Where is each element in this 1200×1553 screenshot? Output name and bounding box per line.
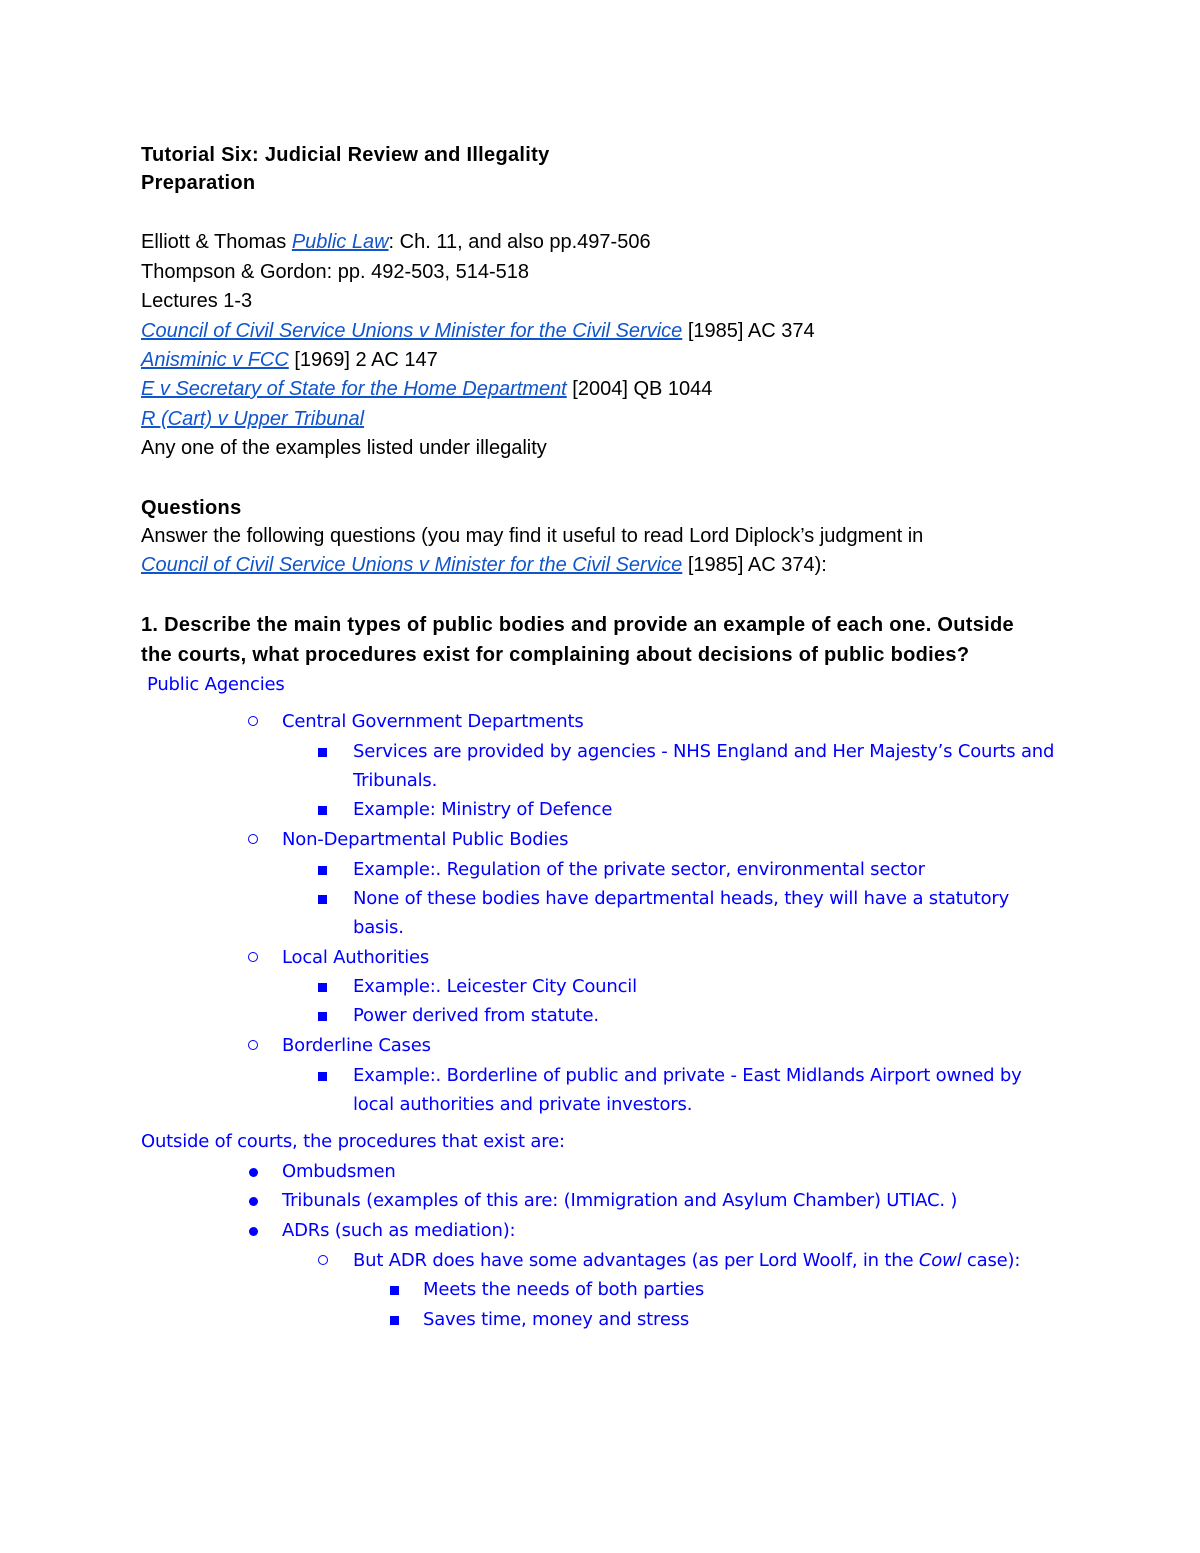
hollow-circle-bullet-icon <box>248 952 258 962</box>
hollow-circle-bullet-icon <box>318 1255 328 1265</box>
square-bullet-icon <box>318 895 327 904</box>
reading-e-v-ssh <box>141 375 712 403</box>
square-bullet-icon <box>318 1012 327 1021</box>
adr-advantages-text: But ADR does have some advantages (as per Lord Woolf, in the <box>353 1250 919 1271</box>
questions-intro-line2 <box>141 551 827 579</box>
citation: [1985] AC 374): <box>682 554 827 576</box>
answer-ndpb-b1: Example:. Regulation of the private sector, environmental sector <box>353 859 925 880</box>
square-bullet-icon <box>318 983 327 992</box>
answer-adrs: ADRs (such as mediation): <box>282 1220 516 1241</box>
answer-public-agencies: Public Agencies <box>147 674 285 695</box>
hollow-circle-bullet-icon <box>248 716 258 726</box>
square-bullet-icon <box>390 1316 399 1325</box>
question-1-line1: 1. Describe the main types of public bodies and provide an example of each one. Outside <box>141 614 1014 636</box>
answer-adv2: Saves time, money and stress <box>423 1309 690 1330</box>
cowl-case-name: Cowl <box>918 1250 962 1271</box>
reading-ccsu <box>141 317 815 345</box>
answer-adr-advantages <box>353 1247 1020 1275</box>
reading-cart <box>141 405 364 433</box>
filled-circle-bullet-icon <box>249 1197 258 1206</box>
answer-tribunals: Tribunals (examples of this are: (Immigration and Asylum Chamber) UTIAC. ) <box>282 1190 958 1211</box>
square-bullet-icon <box>318 806 327 815</box>
ccsu-case-link[interactable]: Council of Civil Service Unions v Minister for the Civil Service <box>141 320 683 342</box>
document-title: Tutorial Six: Judicial Review and Illegality <box>141 144 550 166</box>
answer-central-gov: Central Government Departments <box>282 711 584 732</box>
reading-anisminic <box>141 346 438 374</box>
hollow-circle-bullet-icon <box>248 1040 258 1050</box>
questions-intro-line1: Answer the following questions (you may find it useful to read Lord Diplock’s judgment in <box>141 525 924 547</box>
answer-adv1: Meets the needs of both parties <box>423 1279 705 1300</box>
reading-illegality-examples: Any one of the examples listed under illegality <box>141 437 547 459</box>
answer-ndpb-b2-l2: basis. <box>353 917 404 938</box>
answer-ndpb-b2-l1: None of these bodies have departmental heads, they will have a statutory <box>353 888 1010 909</box>
answer-local-b1: Example:. Leicester City Council <box>353 976 637 997</box>
square-bullet-icon <box>318 1072 327 1081</box>
reading-text: Elliott & Thomas <box>141 231 292 253</box>
answer-central-gov-b2: Example: Ministry of Defence <box>353 799 613 820</box>
reading-elliott-thomas <box>141 228 651 256</box>
square-bullet-icon <box>318 866 327 875</box>
square-bullet-icon <box>390 1286 399 1295</box>
answer-central-gov-b1-l2: Tribunals. <box>353 770 438 791</box>
reading-lectures: Lectures 1-3 <box>141 290 253 312</box>
hollow-circle-bullet-icon <box>248 834 258 844</box>
citation: [2004] QB 1044 <box>566 378 713 400</box>
answer-borderline-b1-l2: local authorities and private investors. <box>353 1094 693 1115</box>
cart-case-link[interactable]: R (Cart) v Upper Tribunal <box>141 408 365 430</box>
filled-circle-bullet-icon <box>249 1227 258 1236</box>
questions-heading: Questions <box>141 497 242 519</box>
answer-ombudsmen: Ombudsmen <box>282 1161 396 1182</box>
answer-borderline-b1-l1: Example:. Borderline of public and private - East Midlands Airport owned by <box>353 1065 1022 1086</box>
citation: [1985] AC 374 <box>682 320 815 342</box>
answer-local: Local Authorities <box>282 947 430 968</box>
citation: [1969] 2 AC 147 <box>288 349 438 371</box>
square-bullet-icon <box>318 748 327 757</box>
answer-ndpb: Non-Departmental Public Bodies <box>282 829 569 850</box>
filled-circle-bullet-icon <box>249 1168 258 1177</box>
anisminic-case-link[interactable]: Anisminic v FCC <box>141 349 289 371</box>
answer-local-b2: Power derived from statute. <box>353 1005 599 1026</box>
preparation-heading: Preparation <box>141 172 256 194</box>
answer-central-gov-b1-l1: Services are provided by agencies - NHS England and Her Majesty’s Courts and <box>353 741 1055 762</box>
reading-thompson-gordon: Thompson & Gordon: pp. 492-503, 514-518 <box>141 261 530 283</box>
answer-outside-courts: Outside of courts, the procedures that exist are: <box>141 1131 565 1152</box>
adr-advantages-text: case): <box>961 1250 1021 1271</box>
reading-text: : Ch. 11, and also pp.497-506 <box>388 231 651 253</box>
answer-borderline: Borderline Cases <box>282 1035 431 1056</box>
public-law-link[interactable]: Public Law <box>291 231 389 253</box>
question-1-line2: the courts, what procedures exist for complaining about decisions of public bodies? <box>141 644 970 666</box>
ccsu-case-link[interactable]: Council of Civil Service Unions v Minister for the Civil Service <box>141 554 683 576</box>
e-v-ssh-case-link[interactable]: E v Secretary of State for the Home Department <box>141 378 567 400</box>
